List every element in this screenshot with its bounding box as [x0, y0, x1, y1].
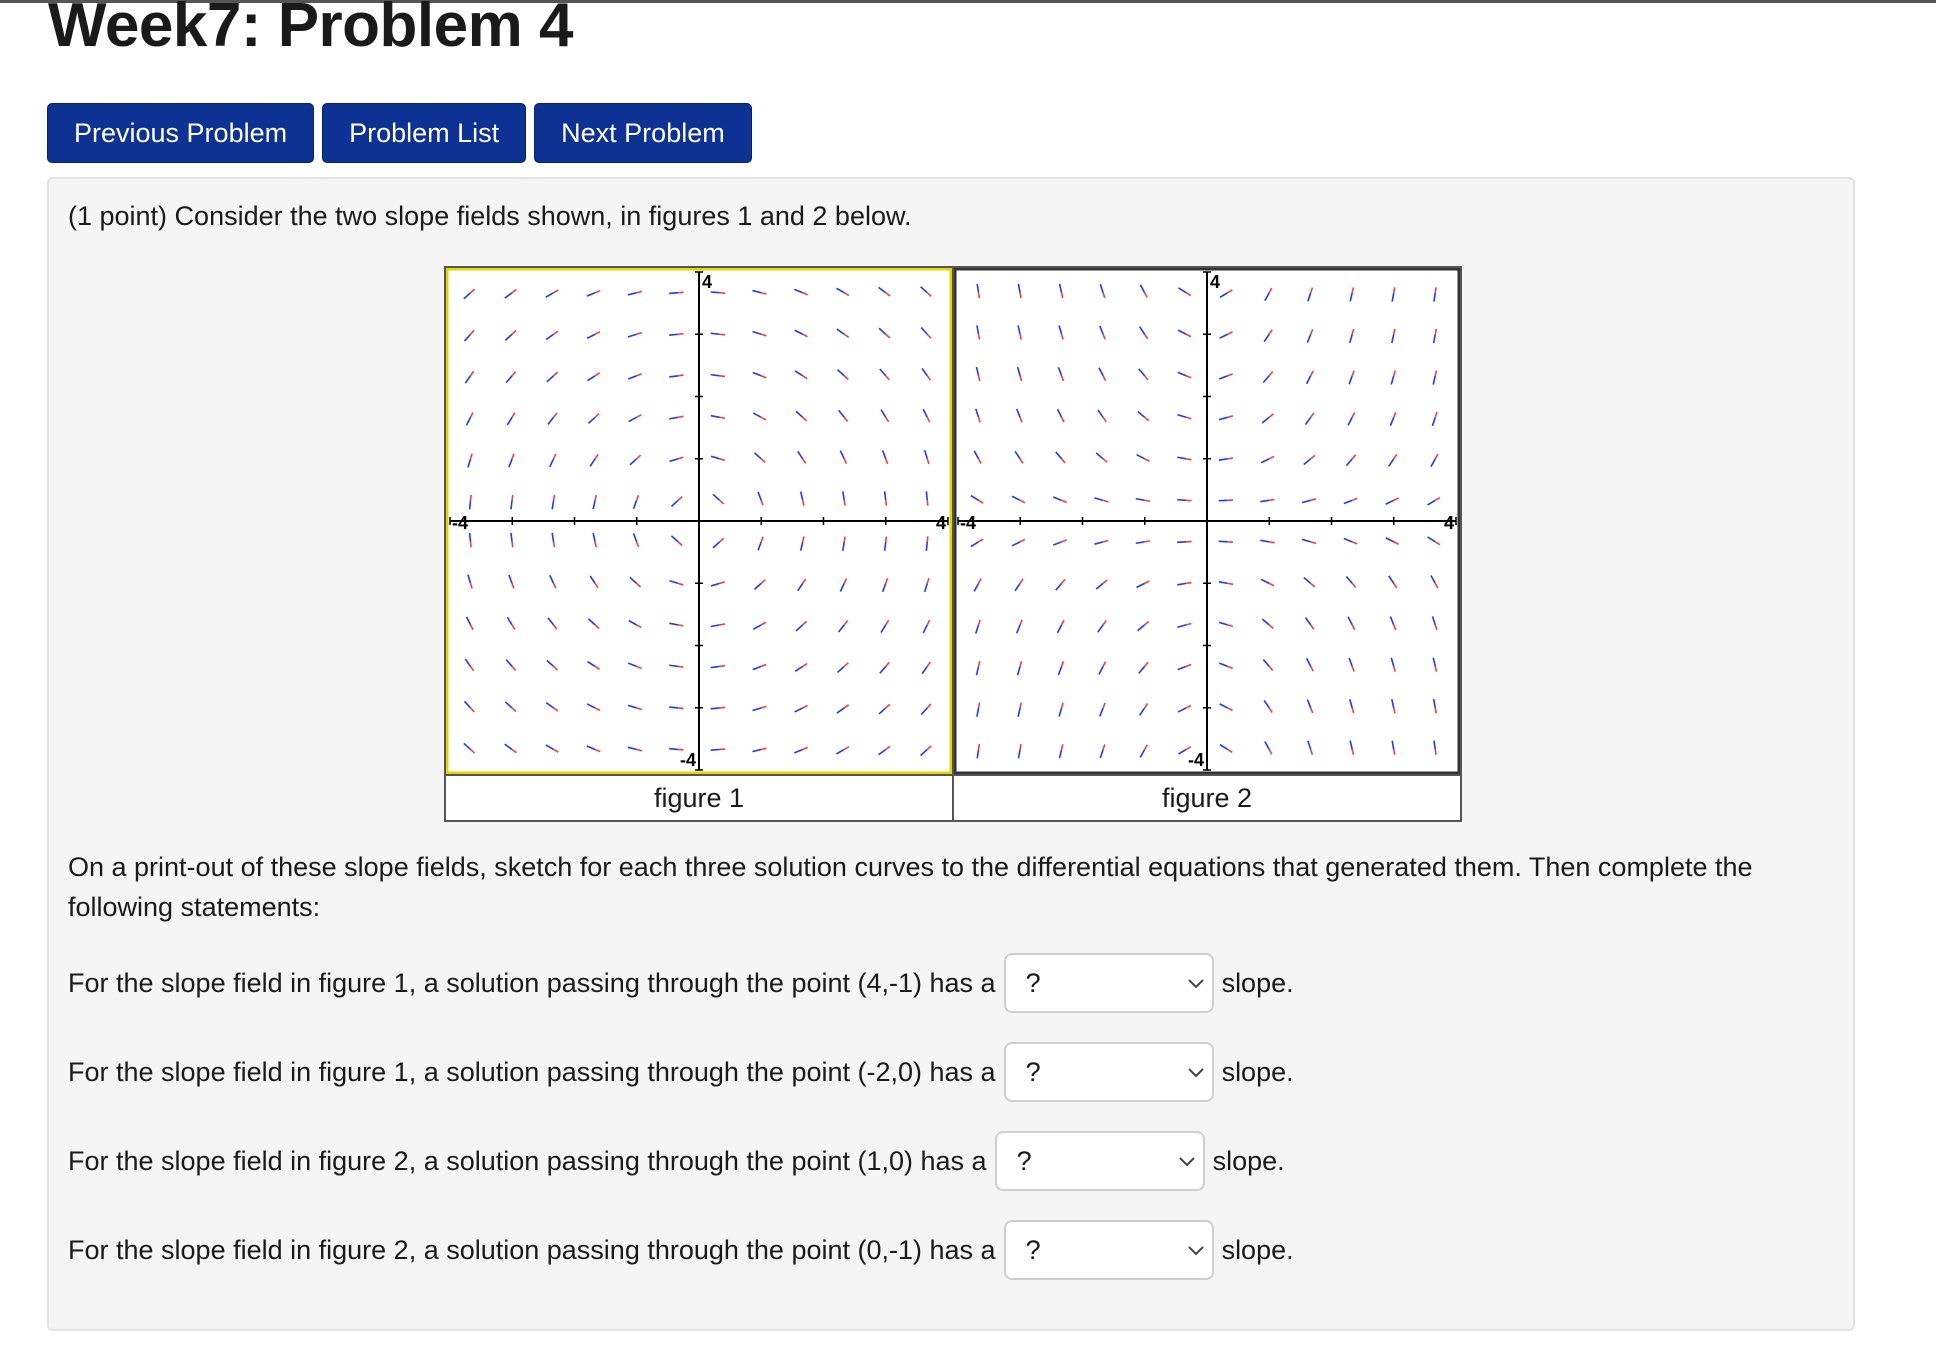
slope-segment-tip [1020, 744, 1021, 749]
slope-segment-tip [979, 334, 980, 339]
slope-segment-tip [720, 376, 725, 377]
slope-segment [511, 533, 512, 542]
slope-segment-tip [471, 542, 472, 547]
problem-body [47, 177, 1855, 1331]
slope-segment-tip [1435, 749, 1436, 754]
slope-segment-tip [512, 495, 513, 500]
axis-label-top: 4 [702, 272, 713, 292]
chevron-down-icon [1177, 1154, 1197, 1168]
slope-segment-tip [720, 707, 725, 708]
slope-segment [669, 707, 678, 708]
slope-segment-tip [979, 744, 980, 749]
slope-segment-tip [844, 537, 845, 542]
page-title: Week7: Problem 4 [48, 0, 573, 60]
slope-segment [511, 500, 512, 509]
slope-segment-tip [1435, 708, 1436, 713]
problem-intro: (1 point) Consider the two slope fields shown, in figures 1 and 2 below. [68, 201, 912, 231]
figure-1-caption: figure 1 [445, 775, 953, 821]
question-4-selected-value: ? [1025, 1234, 1041, 1265]
slope-segment-tip [1228, 458, 1233, 459]
question-4-text: For the slope field in figure 2, a solution passing through the point (0,-1) has a [68, 1234, 996, 1265]
slope-segment [711, 666, 720, 667]
chevron-down-icon [1186, 976, 1206, 990]
question-3-selected-value: ? [1016, 1145, 1032, 1176]
question-2-select[interactable] [1004, 1042, 1214, 1102]
problem-instructions: On a print-out of these slope fields, sketch for each three solution curves to the differential equations that generated them. Then complete the following statements: [68, 852, 1753, 922]
slope-segment [669, 334, 678, 335]
slope-segment-tip [1186, 459, 1191, 460]
slope-segment [926, 542, 927, 551]
slope-segment-tip [1228, 583, 1233, 584]
question-2-suffix: slope. [1221, 1056, 1294, 1087]
slope-segment [711, 333, 720, 334]
axis-label-right: 4 [935, 513, 946, 533]
slope-segment [669, 749, 678, 750]
question-1 [68, 953, 1294, 1013]
slope-segment [711, 708, 720, 709]
problem-list-button[interactable]: Problem List [322, 103, 526, 163]
slope-segment-tip [678, 708, 683, 709]
slope-segment-tip [554, 495, 555, 500]
slope-segment-tip [512, 542, 513, 547]
slope-segment [711, 749, 720, 750]
question-1-suffix: slope. [1221, 967, 1294, 998]
question-2-selected-value: ? [1025, 1056, 1041, 1087]
slope-segment-tip [886, 500, 887, 505]
next-problem-button[interactable]: Next Problem [534, 103, 752, 163]
question-4-suffix: slope. [1221, 1234, 1294, 1265]
slope-segment-tip [720, 666, 725, 667]
question-1-text: For the slope field in figure 1, a solution passing through the point (4,-1) has a [68, 967, 996, 998]
question-3-select[interactable] [995, 1131, 1205, 1191]
slope-segment [1219, 541, 1228, 542]
slope-segment-tip [1394, 708, 1395, 713]
slope-segment-tip [1269, 542, 1274, 543]
chevron-down-icon [1186, 1243, 1206, 1257]
question-4 [68, 1220, 1294, 1280]
question-2 [68, 1042, 1294, 1102]
slope-segment [885, 491, 886, 500]
axis-label-right: 4 [1443, 513, 1454, 533]
slope-segment-tip [678, 625, 683, 626]
axis-label-top: 4 [1210, 272, 1221, 292]
slope-segment-tip [1269, 500, 1274, 501]
slope-segment-tip [1394, 749, 1395, 754]
problem-nav [47, 103, 752, 163]
slope-segment-tip [1020, 293, 1021, 298]
slope-segment-tip [886, 536, 887, 541]
slope-segment-tip [1145, 500, 1150, 501]
axis-label-bottom: -4 [679, 750, 696, 770]
slope-segment-tip [720, 624, 725, 625]
slope-segment-tip [1435, 287, 1436, 292]
slope-segment-tip [678, 334, 683, 335]
axis-label-left: -4 [960, 513, 977, 533]
question-3-suffix: slope. [1212, 1145, 1285, 1176]
slope-segment-tip [720, 417, 725, 418]
figure-1-cell [445, 267, 953, 775]
slope-segment-tip [927, 536, 928, 541]
slope-segment-tip [471, 495, 472, 500]
slope-segment-tip [678, 375, 683, 376]
slope-segment-tip [979, 703, 980, 708]
slope-segment [470, 500, 471, 509]
question-4-select[interactable] [1004, 1220, 1214, 1280]
question-2-text: For the slope field in figure 1, a solution passing through the point (-2,0) has a [68, 1056, 996, 1087]
slope-segment-tip [1020, 334, 1021, 339]
axis-label-left: -4 [452, 513, 469, 533]
axis-label-bottom: -4 [1187, 750, 1204, 770]
slope-segment-tip [678, 416, 683, 417]
slope-segment [711, 292, 720, 293]
slope-segment-tip [927, 500, 928, 505]
slope-segment-tip [1186, 583, 1191, 584]
slope-segment [711, 375, 720, 376]
previous-problem-button[interactable]: Previous Problem [47, 103, 314, 163]
slope-segment [669, 293, 678, 294]
slope-segment [885, 542, 886, 551]
question-3 [68, 1131, 1285, 1191]
slope-segment-tip [1435, 329, 1436, 334]
slope-segment-tip [595, 495, 596, 500]
slope-segment [470, 533, 471, 542]
figure-2-caption: figure 2 [953, 775, 1461, 821]
slope-segment-tip [1394, 287, 1395, 292]
slope-segment-tip [678, 666, 683, 667]
slope-segment-tip [979, 293, 980, 298]
slope-segment-tip [720, 334, 725, 335]
question-1-selected-value: ? [1025, 967, 1041, 998]
question-1-select[interactable] [1004, 953, 1214, 1013]
slope-segment-tip [1145, 541, 1150, 542]
figures-table [444, 266, 1462, 822]
slope-segment [926, 491, 927, 500]
slope-segment-tip [844, 500, 845, 505]
figure-2-cell [953, 267, 1461, 775]
slope-segment-tip [554, 542, 555, 547]
slope-field-figure-2 [954, 268, 1460, 774]
chevron-down-icon [1186, 1065, 1206, 1079]
slope-segment [1177, 500, 1186, 501]
slope-field-figure-1 [446, 268, 952, 774]
question-3-text: For the slope field in figure 2, a solution passing through the point (1,0) has a [68, 1145, 987, 1176]
